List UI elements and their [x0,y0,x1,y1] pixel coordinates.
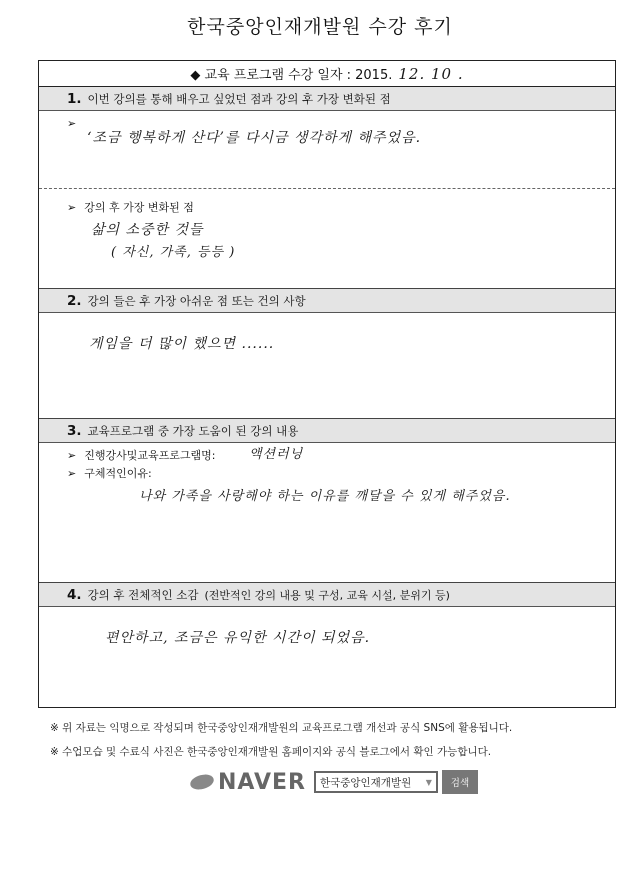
note-anonymous: ※ 위 자료는 익명으로 작성되며 한국중앙인재개발원의 교육프로그램 개선과 공식 SNS에 활용됩니다. [50,722,513,734]
section3-answer-area [39,443,615,583]
page-title: 한국중앙인재개발원 수강 후기 [187,16,453,38]
naver-search-button: 검색 [442,770,478,794]
section4-answer-area [39,607,615,729]
section3-header [39,419,615,443]
review-form [38,60,616,708]
section2-answer: 게임을 더 많이 했으면 ...... [89,336,275,352]
section3-item2-value: 나와 가족을 사랑해야 하는 이유를 깨달을 수 있게 해주었음. [139,489,511,504]
section1-answer-area [39,111,615,189]
section4-number: 4. [67,586,82,603]
section4-answer: 편안하고, 조금은 유익한 시간이 되었음. [105,630,371,646]
arrow-icon: ➢ [67,467,77,480]
section1-change-area [39,189,615,289]
section1-header [39,87,615,111]
note-photos: ※ 수업모습 및 수료식 사진은 한국중앙인재개발원 홈페이지와 공식 블로그에서 확인 가능합니다. [50,746,492,758]
naver-search-value: 한국중앙인재개발원 [319,776,412,789]
section2-header [39,289,615,313]
naver-search-bar [190,770,478,794]
arrow-icon: ➢ [67,201,77,214]
section4-title: 강의 후 전체적인 소감 [87,587,199,602]
section4-subtitle: (전반적인 강의 내용 및 구성, 교육 시설, 분위기 등) [204,588,450,602]
leaf-icon [189,772,216,792]
section3-item1-label: 진행강사및교육프로그램명: [84,449,216,462]
naver-logo-text: NAVER [218,769,306,795]
section3-item1-row [67,447,215,463]
date-row [39,61,615,87]
arrow-icon: ➢ [67,449,77,462]
section3-item2-row [67,465,152,481]
section1-answer2-line1: 삶의 소중한 것들 [91,222,204,238]
section2-answer-area [39,313,615,419]
date-value: 12. 10 . [398,64,464,83]
section1-title: 이번 강의를 통해 배우고 싶었던 점과 강의 후 가장 변화된 점 [87,91,391,106]
section2-number: 2. [67,292,82,309]
naver-logo [190,770,306,795]
arrow-icon: ➢ [67,117,77,130]
section1-answer1: ‘조금 행복하게 산다’를 다시금 생각하게 해주었음. [87,130,422,146]
naver-search-input [314,771,438,793]
section2-title: 강의 들은 후 가장 아쉬운 점 또는 건의 사항 [87,293,306,308]
date-label: ◆ 교육 프로그램 수강 일자 : 2015. [190,68,393,83]
section4-header [39,583,615,607]
section3-item1-value: 액션러닝 [249,447,304,462]
section1-number: 1. [67,90,82,107]
section1-sub-label: 강의 후 가장 변화된 점 [84,201,194,214]
section3-item2-label: 구체적인이유: [84,467,152,480]
section1-sub-label-row [67,199,194,215]
section3-number: 3. [67,422,82,439]
chevron-down-icon: ▼ [425,777,432,787]
section1-answer2-line2: ( 자신, 가족, 등등 ) [111,245,236,260]
section3-title: 교육프로그램 중 가장 도움이 된 강의 내용 [87,423,299,438]
